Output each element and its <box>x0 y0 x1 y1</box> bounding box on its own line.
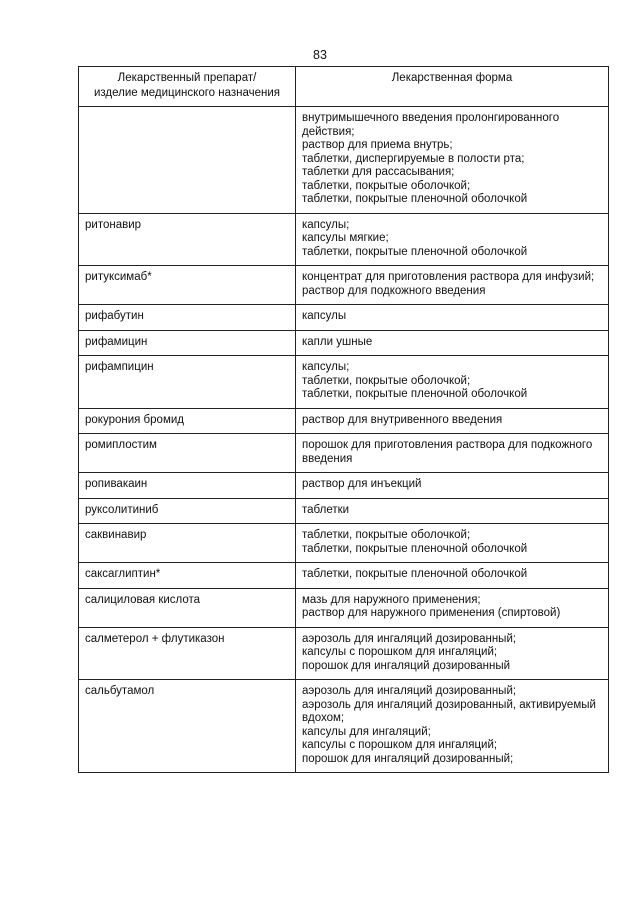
dosage-form-line: аэрозоль для ингаляций дозированный; <box>302 632 517 645</box>
dosage-form-cell <box>296 330 609 356</box>
table-row <box>79 107 609 214</box>
drug-name-cell: ритонавир <box>79 213 296 266</box>
dosage-form-cell <box>296 266 609 305</box>
dosage-form-line: капли ушные <box>302 335 373 348</box>
dosage-form-line: аэрозоль для ингаляций дозированный; <box>302 685 517 697</box>
dosage-form-line: порошок для приготовления раствора для подкожного введения <box>302 439 593 465</box>
drug-name-cell: ритуксимаб* <box>79 266 296 305</box>
dosage-form-line: таблетки, покрытые пленочной оболочкой <box>302 193 528 205</box>
dosage-form-line: капсулы мягкие; <box>302 232 389 244</box>
dosage-form-line: таблетки, покрытые пленочной оболочкой <box>302 388 528 400</box>
drug-name-cell: салициловая кислота <box>79 588 296 627</box>
table-row <box>79 473 609 499</box>
table-row <box>79 330 609 356</box>
table-header-row <box>79 67 609 107</box>
drug-name-cell: рифамицин <box>79 330 296 356</box>
dosage-form-line: таблетки, покрытые оболочкой; <box>302 374 471 387</box>
table-row <box>79 627 609 680</box>
table-body <box>79 107 609 773</box>
dosage-form-line: таблетки, покрытые оболочкой; <box>302 529 471 541</box>
dosage-form-line: капсулы с порошком для ингаляций; <box>302 646 498 658</box>
drug-name-cell: ромиплостим <box>79 434 296 473</box>
dosage-form-line: капсулы с порошком для ингаляций; <box>302 739 498 751</box>
dosage-form-line: таблетки, покрытые пленочной оболочкой <box>302 542 528 555</box>
dosage-form-cell <box>296 498 609 524</box>
page-number: 83 <box>313 48 327 62</box>
drug-name-cell: салметерол + флутиказон <box>79 627 296 680</box>
dosage-form-cell <box>296 107 609 214</box>
dosage-form-line: порошок для ингаляций дозированный; <box>302 752 514 765</box>
table-row <box>79 213 609 266</box>
drug-name-cell <box>79 107 296 214</box>
table-row <box>79 408 609 434</box>
dosage-form-line: внутримышечного введения пролонгированного действия; <box>302 112 560 138</box>
dosage-form-line: таблетки, покрытые пленочной оболочкой <box>302 568 528 580</box>
dosage-form-line: концентрат для приготовления раствора для инфузий; <box>302 271 595 283</box>
dosage-form-cell <box>296 213 609 266</box>
dosage-form-cell <box>296 473 609 499</box>
drug-name-cell: саквинавир <box>79 524 296 563</box>
dosage-form-line: капсулы для ингаляций; <box>302 725 431 738</box>
table-row <box>79 588 609 627</box>
drug-name-cell: ропивакаин <box>79 473 296 499</box>
dosage-form-cell <box>296 524 609 563</box>
table-row <box>79 563 609 589</box>
dosage-form-line: аэрозоль для ингаляций дозированный, активируемый вдохом; <box>302 698 596 724</box>
dosage-form-cell <box>296 356 609 409</box>
table-row <box>79 498 609 524</box>
table-row <box>79 434 609 473</box>
drug-name-cell: саксаглиптин* <box>79 563 296 589</box>
dosage-form-line: раствор для наружного применения (спиртовой) <box>302 607 561 619</box>
dosage-form-cell <box>296 627 609 680</box>
header-drug-line-2: изделие медицинского назначения <box>93 87 281 99</box>
dosage-form-cell <box>296 563 609 589</box>
dosage-form-cell <box>296 680 609 773</box>
dosage-form-cell <box>296 305 609 331</box>
dosage-form-line: таблетки для рассасывания; <box>302 166 455 178</box>
drug-name-cell: рифампицин <box>79 356 296 409</box>
dosage-form-line: капсулы; <box>302 218 350 231</box>
table-row <box>79 524 609 563</box>
drug-name-cell: рифабутин <box>79 305 296 331</box>
header-drug <box>79 67 296 107</box>
dosage-form-line: порошок для ингаляций дозированный <box>302 659 511 672</box>
dosage-form-line: раствор для внутривенного введения <box>302 413 503 426</box>
dosage-form-line: капсулы; <box>302 361 350 373</box>
dosage-form-line: раствор для инъекций <box>302 478 422 490</box>
table-row <box>79 266 609 305</box>
dosage-form-line: таблетки <box>302 503 350 516</box>
drug-name-cell: руксолитиниб <box>79 498 296 524</box>
dosage-form-cell <box>296 588 609 627</box>
table-row <box>79 680 609 773</box>
dosage-form-cell <box>296 434 609 473</box>
drug-name-cell: сальбутамол <box>79 680 296 773</box>
header-form: Лекарственная форма <box>296 67 609 107</box>
dosage-form-line: капсулы <box>302 310 347 322</box>
dosage-form-cell <box>296 408 609 434</box>
dosage-form-line: таблетки, диспергируемые в полости рта; <box>302 152 525 165</box>
dosage-form-line: мазь для наружного применения; <box>302 593 481 606</box>
table-row <box>79 305 609 331</box>
drug-name-cell: рокурония бромид <box>79 408 296 434</box>
table-row <box>79 356 609 409</box>
dosage-form-line: раствор для приема внутрь; <box>302 139 453 151</box>
drug-form-table <box>78 66 609 773</box>
header-drug-line-1: Лекарственный препарат/ <box>117 72 257 84</box>
dosage-form-line: раствор для подкожного введения <box>302 284 486 297</box>
dosage-form-line: таблетки, покрытые оболочкой; <box>302 179 471 192</box>
dosage-form-line: таблетки, покрытые пленочной оболочкой <box>302 245 528 258</box>
